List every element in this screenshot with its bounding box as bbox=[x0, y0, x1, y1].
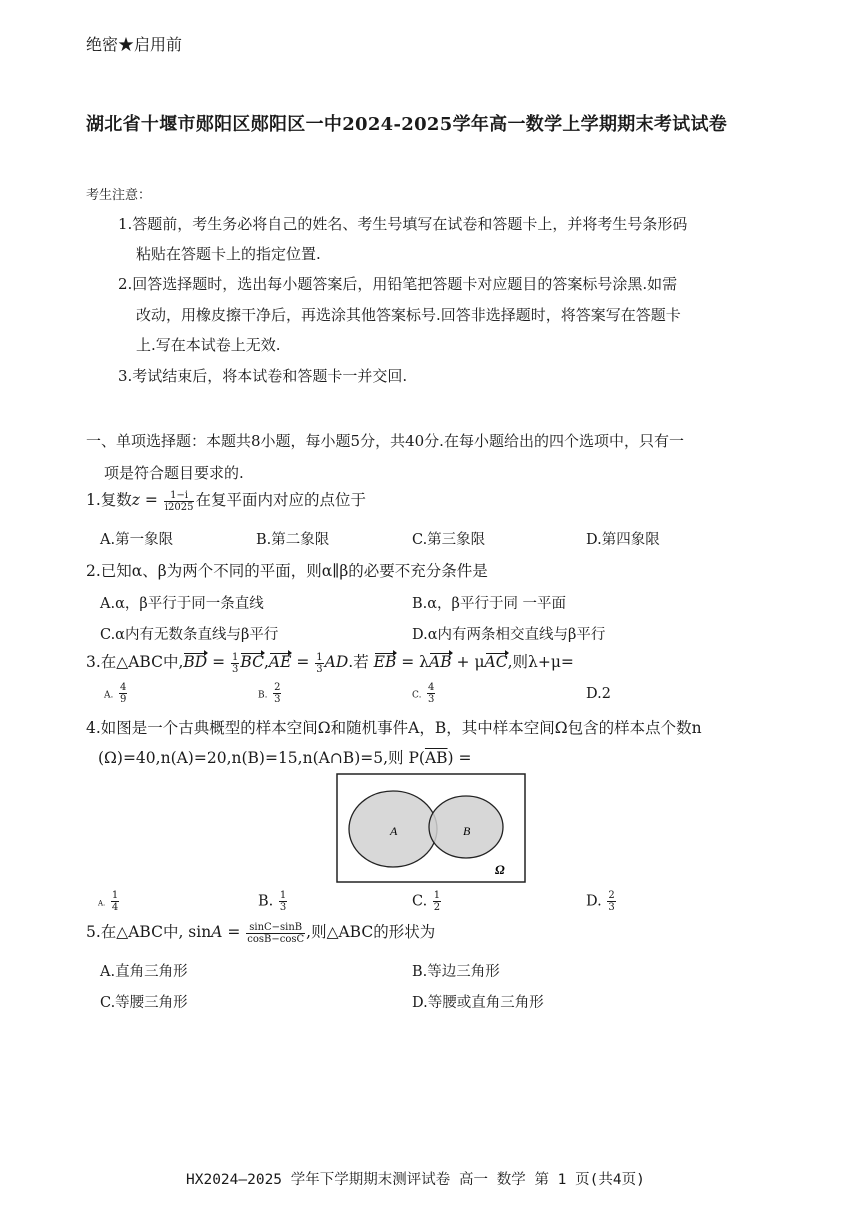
q3-frac-1-den: 3 bbox=[232, 663, 239, 675]
q5-numerator: sinC−sinB bbox=[246, 922, 305, 934]
q3-option-b-label: B. bbox=[258, 690, 268, 701]
q1-option-c[interactable]: C.第三象限 bbox=[412, 532, 486, 548]
notice-heading: 考生注意： bbox=[86, 188, 152, 203]
q3-tail: ,则λ+μ= bbox=[507, 653, 574, 671]
q3-option-b-den: 3 bbox=[274, 694, 281, 705]
q4-option-b-frac bbox=[279, 890, 287, 913]
q3-option-b-frac bbox=[273, 682, 281, 705]
q5-angle-a: A bbox=[211, 923, 223, 941]
q5-option-d[interactable]: D.等腰或直角三角形 bbox=[412, 995, 544, 1011]
notice-item-1-line-2: 粘贴在答题卡上的指定位置. bbox=[136, 245, 321, 263]
exam-title: 湖北省十堰市郧阳区郧阳区一中2024-2025学年高一数学上学期期末考试试卷 bbox=[86, 114, 728, 135]
q4-option-d-frac bbox=[607, 890, 615, 913]
q3-frac-1 bbox=[231, 652, 239, 675]
q4-option-a-label: A. bbox=[98, 899, 106, 908]
q4-option-c-label: C. bbox=[412, 893, 428, 910]
q4-option-a-den: 4 bbox=[111, 902, 119, 913]
event-a-label: A bbox=[390, 824, 398, 838]
q5-option-b[interactable]: B.等边三角形 bbox=[412, 964, 500, 980]
question-4-line-2 bbox=[98, 746, 472, 768]
q3-vec-bc: BC bbox=[240, 653, 264, 671]
q3-option-a-den: 9 bbox=[119, 694, 127, 705]
q3-vec-ae: AE bbox=[268, 653, 292, 671]
notice-item-2-line-2: 改动，用橡皮擦干净后，再选涂其他答案标号.回答非选择题时，将答案写在答题卡 bbox=[136, 306, 681, 324]
q4-option-c[interactable] bbox=[412, 890, 442, 913]
q1-prefix: 1.复数 bbox=[86, 491, 132, 509]
q3-option-c-den: 3 bbox=[428, 694, 435, 705]
q1-fraction bbox=[164, 490, 195, 513]
q2-option-c[interactable]: C.α内有无数条直线与β平行 bbox=[100, 627, 279, 643]
q3-option-c-label: C. bbox=[412, 690, 422, 701]
q5-eq: = bbox=[222, 923, 246, 941]
q4-option-a-num: 1 bbox=[111, 890, 119, 901]
q4-option-d-den: 3 bbox=[608, 902, 615, 913]
question-1-stem bbox=[86, 488, 366, 513]
q4-complement-ab: $\overline{AB}$ bbox=[424, 749, 448, 767]
q3-vec-bd: BD bbox=[183, 653, 208, 671]
q3-frac-2-num: 1 bbox=[316, 651, 323, 663]
q4-option-b-num: 1 bbox=[279, 890, 287, 901]
q3-plus: + μ bbox=[451, 653, 485, 671]
page-footer: HX2024—2025 学年下学期期末测评试卷 高一 数学 第 1 页(共4页) bbox=[186, 1172, 645, 1188]
confidential-label: 绝密★启用前 bbox=[86, 35, 183, 54]
q3-vec-ac: AC bbox=[484, 653, 508, 671]
q3-option-c[interactable] bbox=[412, 682, 436, 705]
notice-item-2-line-1: 2.回答选择题时，选出每小题答案后，用铅笔把答题卡对应题目的答案标号涂黑.如需 bbox=[118, 275, 678, 293]
q4-line2-a: (Ω)=40,n(A)=20,n(B)=15,n(A∩B)=5,则 P( bbox=[98, 749, 425, 767]
question-5-stem bbox=[86, 920, 435, 945]
q3-ad: AD bbox=[324, 653, 349, 671]
section-heading-line-2: 项是符合题目要求的. bbox=[104, 464, 244, 482]
q1-z: z bbox=[131, 491, 140, 509]
q3-eq1: = bbox=[207, 653, 231, 671]
notice-item-3: 3.考试结束后，将本试卷和答题卡一并交回. bbox=[118, 367, 408, 385]
q3-option-b[interactable] bbox=[258, 682, 282, 705]
question-4-line-1: 4.如图是一个古典概型的样本空间Ω和随机事件A，B，其中样本空间Ω包含的样本点个数n bbox=[86, 719, 702, 737]
q3-option-a-label: A. bbox=[104, 690, 114, 701]
q4-option-c-den: 2 bbox=[433, 902, 441, 913]
question-3-stem bbox=[86, 650, 574, 675]
notice-item-1-line-1: 1.答题前，考生务必将自己的姓名、考生号填写在试卷和答题卡上，并将考生号条形码 bbox=[118, 215, 688, 233]
q3-option-c-num: 4 bbox=[428, 682, 435, 693]
q2-option-b[interactable]: B.α，β平行于同 一平面 bbox=[412, 596, 567, 612]
q4-option-c-num: 1 bbox=[433, 890, 441, 901]
q5-fraction bbox=[246, 922, 305, 945]
q3-eq3: = λ bbox=[396, 653, 430, 671]
q3-if: .若 bbox=[348, 653, 374, 671]
q2-option-d[interactable]: D.α内有两条相交直线与β平行 bbox=[412, 627, 606, 643]
q1-option-a[interactable]: A.第一象限 bbox=[100, 532, 174, 548]
section-heading-line-1: 一、单项选择题：本题共8小题，每小题5分，共40分.在每小题给出的四个选项中，只有一 bbox=[86, 432, 684, 450]
q3-frac-2 bbox=[315, 652, 323, 675]
q4-option-a-frac bbox=[111, 890, 119, 913]
q3-option-a-frac bbox=[119, 682, 127, 705]
q4-option-b[interactable] bbox=[258, 890, 288, 913]
q1-denominator: i2025 bbox=[164, 501, 194, 513]
q1-option-b[interactable]: B.第二象限 bbox=[256, 532, 330, 548]
q4-option-b-den: 3 bbox=[279, 902, 287, 913]
q5-denominator: cosB−cosC bbox=[247, 933, 305, 945]
q3-vec-eb: EB bbox=[373, 653, 397, 671]
q5-option-c[interactable]: C.等腰三角形 bbox=[100, 995, 188, 1011]
q4-option-d-num: 2 bbox=[608, 890, 615, 901]
q1-eq: = bbox=[139, 491, 163, 509]
q1-numerator: 1−i bbox=[164, 490, 195, 502]
q3-option-b-num: 2 bbox=[274, 682, 281, 693]
q3-comma: , bbox=[263, 653, 269, 671]
q5-prefix: 5.在△ABC中, sin bbox=[86, 923, 212, 941]
q5-option-a[interactable]: A.直角三角形 bbox=[100, 964, 188, 980]
q4-option-d-label: D. bbox=[586, 893, 602, 910]
q3-option-d[interactable]: D.2 bbox=[586, 686, 611, 702]
q3-eq2: = bbox=[291, 653, 315, 671]
q3-frac-2-den: 3 bbox=[316, 663, 323, 675]
q4-option-d[interactable] bbox=[586, 890, 617, 913]
q3-option-a-num: 4 bbox=[119, 682, 127, 693]
q3-frac-1-num: 1 bbox=[232, 651, 239, 663]
q3-option-c-frac bbox=[427, 682, 435, 705]
q5-suffix: ,则△ABC的形状为 bbox=[306, 923, 436, 941]
q1-suffix: 在复平面内对应的点位于 bbox=[195, 491, 366, 509]
event-b-label: B bbox=[463, 824, 471, 838]
q4-option-a[interactable] bbox=[98, 890, 120, 913]
q3-prefix: 3.在△ABC中, bbox=[86, 653, 184, 671]
omega-label: Ω bbox=[495, 862, 505, 877]
venn-diagram bbox=[336, 773, 526, 883]
q3-vec-ab: AB bbox=[429, 653, 452, 671]
q4-line2-c: ) = bbox=[447, 749, 472, 767]
q3-option-a[interactable] bbox=[104, 682, 128, 705]
q4-option-b-label: B. bbox=[258, 893, 274, 910]
question-2-stem: 2.已知α、β为两个不同的平面，则α∥β的必要不充分条件是 bbox=[86, 562, 488, 580]
q4-option-c-frac bbox=[433, 890, 441, 913]
notice-item-2-line-3: 上.写在本试卷上无效. bbox=[136, 336, 281, 354]
q1-option-d[interactable]: D.第四象限 bbox=[586, 532, 660, 548]
q2-option-a[interactable]: A.α，β平行于同一条直线 bbox=[100, 596, 264, 612]
